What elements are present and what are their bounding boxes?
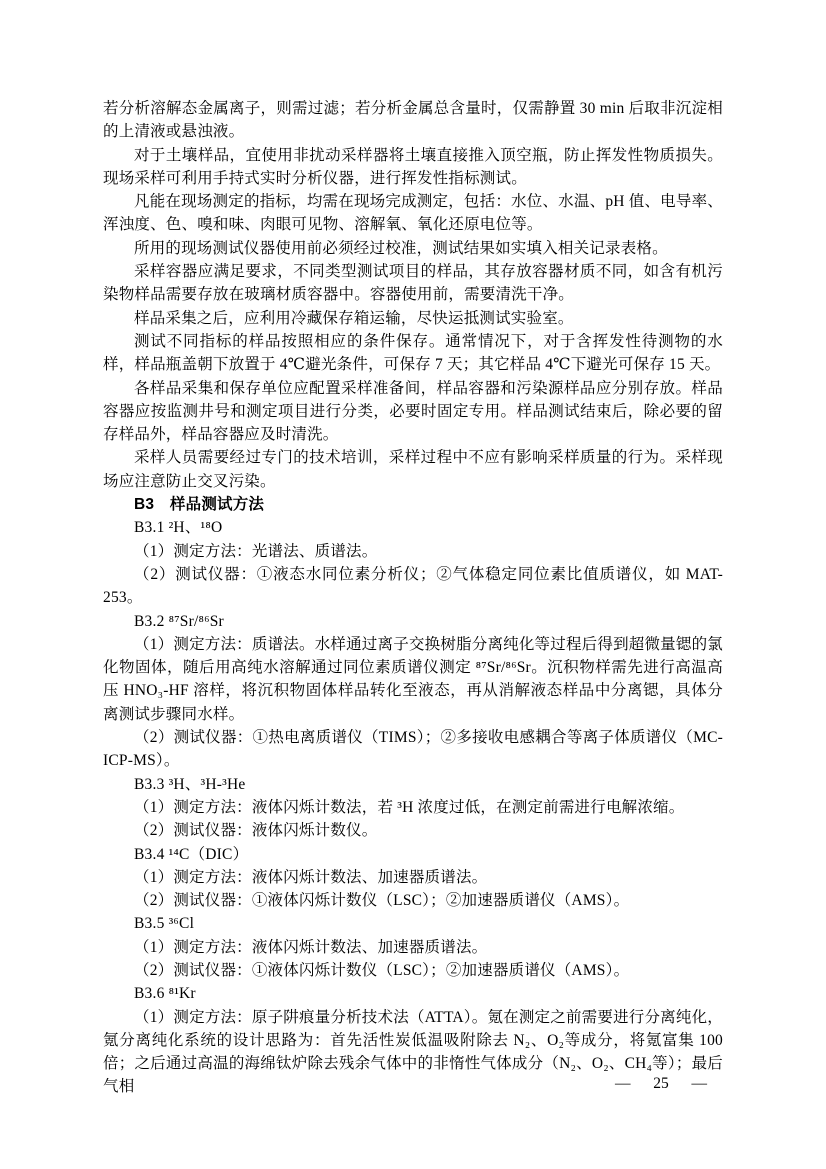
document-body [103, 97, 723, 1099]
heading-b3-3-3h-3he: B3.3 ³H、³H-³He [134, 775, 246, 793]
paragraph-b3-4-instruments: （2）测试仪器：①液体闪烁计数仪（LSC）；②加速器质谱仪（AMS）。 [134, 892, 630, 910]
paragraph-field-measurements: 凡能在现场测定的指标，均需在现场完成测定，包括：水位、水温、pH 值、电导率、浑浊度、色、嗅和味、肉眼可见物、溶解氧、氧化还原电位等。 [103, 193, 723, 234]
paragraph-b3-2-method: （1）测定方法：质谱法。水样通过离子交换树脂分离纯化等过程后得到超微量锶的氯化物固体，随后用高纯水溶解通过同位素质谱仪测定 ⁸⁷Sr/⁸⁶Sr。沉积物样需先进行高温高压 HNO₃-HF 溶样，将沉积物固体样品转化至液态，再从消解液态样品中分离锶，具体分离测试步骤同水样。 [103, 635, 723, 723]
paragraph-b3-4-method: （1）测定方法：液体闪烁计数法、加速器质谱法。 [134, 868, 488, 886]
heading-b3-sample-testing-methods: B3 样品测试方法 [134, 496, 265, 514]
paragraph-b3-6-method: （1）测定方法：原子阱痕量分析技术法（ATTA）。氪在测定之前需要进行分离纯化，氪分离纯化系统的设计思路为：首先活性炭低温吸附除去 N₂、O₂等成分，将氪富集 100 倍；之后通过高温的海绵钛炉除去残余气体中的非惰性气体成分（N₂、O₂、CH₄等）；最后气相 [103, 1008, 723, 1096]
footer-dash-right: — [691, 1075, 707, 1092]
page-number: 25 [653, 1075, 669, 1092]
heading-b3-6-81kr: B3.6 ⁸¹Kr [134, 985, 196, 1003]
paragraph-b3-5-method: （1）测定方法：液体闪烁计数法、加速器质谱法。 [134, 938, 488, 956]
heading-b3-2-sr87-sr86: B3.2 ⁸⁷Sr/⁸⁶Sr [134, 612, 224, 630]
paragraph-instrument-calibration: 所用的现场测试仪器使用前必须经过校准，测试结果如实填入相关记录表格。 [134, 239, 668, 257]
paragraph-sample-preservation: 测试不同指标的样品按照相应的条件保存。通常情况下，对于含挥发性待测物的水样，样品瓶盖朝下放置于 4℃避光条件，可保存 7 天；其它样品 4℃下避光可保存 15 天。 [103, 332, 723, 374]
paragraph-b3-2-instruments: （2）测试仪器：①热电离质谱仪（TIMS）；②多接收电感耦合等离子体质谱仪（MC-ICP-MS）。 [103, 729, 723, 770]
paragraph-sample-storage-rooms: 各样品采集和保存单位应配置采样准备间，样品容器和污染源样品应分别存放。样品容器应按监测井号和测定项目进行分类，必要时固定专用。样品测试结束后，除必要的留存样品外，样品容器应及时清洗。 [103, 379, 723, 444]
paragraph-sampling-containers: 采样容器应满足要求，不同类型测试项目的样品，其存放容器材质不同，如含有机污染物样品需要存放在玻璃材质容器中。容器使用前，需要清洗干净。 [103, 263, 723, 304]
footer-dash-left: — [615, 1075, 631, 1092]
heading-b3-5-36cl: B3.5 ³⁶Cl [134, 915, 195, 933]
paragraph-b3-5-instruments: （2）测试仪器：①液体闪烁计数仪（LSC）；②加速器质谱仪（AMS）。 [134, 961, 630, 979]
paragraph-soil-sampling: 对于土壤样品，宜使用非扰动采样器将土壤直接推入顶空瓶，防止挥发性物质损失。现场采样可利用手持式实时分析仪器，进行挥发性指标测试。 [103, 146, 723, 187]
paragraph-sampler-training: 采样人员需要经过专门的技术培训，采样过程中不应有影响采样质量的行为。采样现场应注意防止交叉污染。 [103, 449, 723, 490]
paragraph-b3-1-method: （1）测定方法：光谱法、质谱法。 [134, 542, 378, 560]
paragraph-b3-3-method: （1）测定方法：液体闪烁计数法，若 ³H 浓度过低，在测定前需进行电解浓缩。 [134, 798, 685, 816]
heading-b3-1-2h-18o: B3.1 ²H、¹⁸O [134, 519, 223, 537]
heading-b3-4-14c-dic: B3.4 ¹⁴C（DIC） [134, 845, 249, 863]
paragraph-cold-storage-transport: 样品采集之后，应利用冷藏保存箱运输，尽快运抵测试实验室。 [134, 309, 574, 327]
paragraph-b3-3-instruments: （2）测试仪器：液体闪烁计数仪。 [134, 822, 378, 840]
paragraph-b3-1-instruments: （2）测试仪器：①液态水同位素分析仪；②气体稳定同位素比值质谱仪，如 MAT-253。 [103, 565, 723, 607]
paragraph-metal-ion-filtering: 若分析溶解态金属离子，则需过滤；若分析金属总含量时，仅需静置 30 min 后取非沉淀相的上清液或悬浊液。 [103, 100, 723, 141]
page-footer [615, 1072, 707, 1095]
